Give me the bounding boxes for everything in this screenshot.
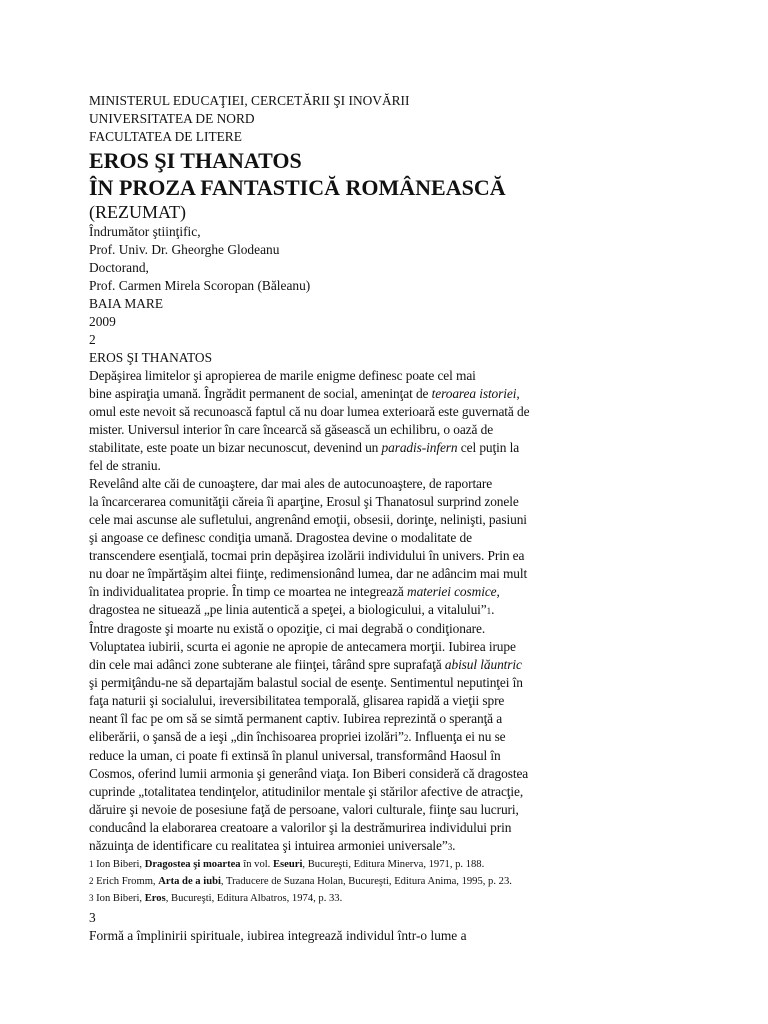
footnote-ref: 1 — [486, 606, 492, 616]
footnote-ref: 2 — [403, 733, 409, 743]
footnote-3: 3 Ion Biberi, Eros, Bucureşti, Editura Albatros, 1974, p. 33. — [89, 893, 343, 904]
text-line: dăruire şi nevoie de posesiune faţă de persoane, valori culturale, fiinţe sau lucruri, — [89, 802, 519, 817]
title-line-1: EROS ŞI THANATOS — [89, 148, 302, 173]
text-line: neant îl fac pe om să se simtă permanent captiv. Iubirea reprezintă o speranţă a — [89, 711, 503, 726]
ministry-header: MINISTERUL EDUCAŢIEI, CERCETĂRII ŞI INOVĂRII — [89, 93, 410, 108]
document-page — [89, 92, 729, 945]
text-line: Formă a împlinirii spirituale, iubirea integrează individul într-o lume a — [89, 928, 467, 943]
text-line: şi angoase ce definesc condiţia umană. Dragostea devine o modalitate de — [89, 530, 472, 545]
text-line: reduce la uman, ci poate fi extinsă în planul universal, transformând Haosul în — [89, 748, 501, 763]
advisor-name: Prof. Univ. Dr. Gheorghe Glodeanu — [89, 242, 280, 257]
text-line: mister. Universul interior în care încearcă să găsească un echilibru, o oază de — [89, 422, 494, 437]
text-line: în individualitatea proprie. În timp ce moartea ne integrează materiei cosmice, — [89, 584, 500, 599]
title-line-2: ÎN PROZA FANTASTICĂ ROMÂNEASCĂ — [89, 175, 506, 200]
city: BAIA MARE — [89, 296, 164, 311]
text-line: nu doar ne împărtăşim altei fiinţe, redimensionând lumea, dar ne adâncim mai mult — [89, 566, 528, 581]
section-heading: EROS ŞI THANATOS — [89, 350, 213, 365]
text-line: Între dragoste şi moarte nu există o opoziţie, ci mai degrabă o condiţionare. — [89, 621, 486, 636]
text-line: cuprinde „totalitatea tendinţelor, atitudinilor mentale şi stărilor afective de atracţie, — [89, 784, 524, 799]
footnotes — [89, 856, 729, 907]
text-line: stabilitate, este poate un bizar necunoscut, devenind un paradis-infern cel puţin la — [89, 440, 520, 455]
text-line: fel de straniu. — [89, 458, 161, 473]
subtitle: (REZUMAT) — [89, 202, 186, 222]
text-line: dragostea ne situează „pe linia autentică a speţei, a biologicului, a vitalului”1. — [89, 602, 495, 617]
paragraph-1 — [89, 367, 729, 475]
text-line: din cele mai adânci zone subterane ale fiinţei, târând spre suprafaţă abisul lăuntric — [89, 657, 522, 672]
page-number-3: 3 — [89, 910, 96, 925]
text-line: la încarcerarea comunităţii căreia îi aparţine, Erosul şi Thanatosul surprind zonele — [89, 494, 519, 509]
text-line: Depăşirea limitelor şi apropierea de marile enigme definesc poate cel mai — [89, 368, 476, 383]
text-line: bine aspiraţia umană. Îngrădit permanent de social, ameninţat de teroarea istoriei, — [89, 386, 520, 401]
footnote-ref: 3 — [447, 842, 453, 852]
faculty-header: FACULTATEA DE LITERE — [89, 129, 242, 144]
text-line: omul este nevoit să recunoască faptul că nu doar lumea exterioară este guvernată de — [89, 404, 530, 419]
text-line: transcendere esenţială, tocmai prin depăşirea izolării individului în univers. Prin ea — [89, 548, 525, 563]
text-line: Cosmos, oferind lumii armonia şi generând viaţa. Ion Biberi consideră că dragostea — [89, 766, 529, 781]
text-line: faţa naturii şi socialului, ireversibilitatea temporală, glisarea rapidă a vieţii spre — [89, 693, 505, 708]
text-line: şi permiţându-ne să departajăm balastul social de esenţe. Sentimentul neputinţei în — [89, 675, 523, 690]
year: 2009 — [89, 314, 116, 329]
paragraph-2 — [89, 475, 729, 620]
footnote-1: 1 Ion Biberi, Dragostea şi moartea în vol. Eseuri, Bucureşti, Editura Minerva, 1971, p. 188. — [89, 859, 485, 870]
text-line: eliberării, o şansă de a ieşi „din închisoarea propriei izolări”2. Influenţa ei nu se — [89, 729, 506, 744]
paragraph-3 — [89, 620, 729, 856]
text-line: Voluptatea iubirii, scurta ei agonie ne apropie de antecamera morţii. Iubirea irupe — [89, 639, 516, 654]
text-line: năzuinţa de identificare cu realitatea şi intuirea armoniei universale”3. — [89, 838, 456, 853]
university-header: UNIVERSITATEA DE NORD — [89, 111, 255, 126]
student-name: Prof. Carmen Mirela Scoropan (Băleanu) — [89, 278, 311, 293]
text-line: conducând la elaborarea creatoare a valorilor şi la destrămurirea individului prin — [89, 820, 512, 835]
page-number-2: 2 — [89, 332, 96, 347]
footnote-2: 2 Erich Fromm, Arta de a iubi, Traducere de Suzana Holan, Bucureşti, Editura Anima, 1995, p. 23. — [89, 876, 512, 887]
text-line: Revelând alte căi de cunoaştere, dar mai ales de autocunoaştere, de raportare — [89, 476, 493, 491]
advisor-label: Îndrumător ştiinţific, — [89, 224, 201, 239]
text-line: cele mai ascunse ale sufletului, angrenând emoţii, obsesii, dorinţe, nelinişti, pasiuni — [89, 512, 527, 527]
student-label: Doctorand, — [89, 260, 149, 275]
